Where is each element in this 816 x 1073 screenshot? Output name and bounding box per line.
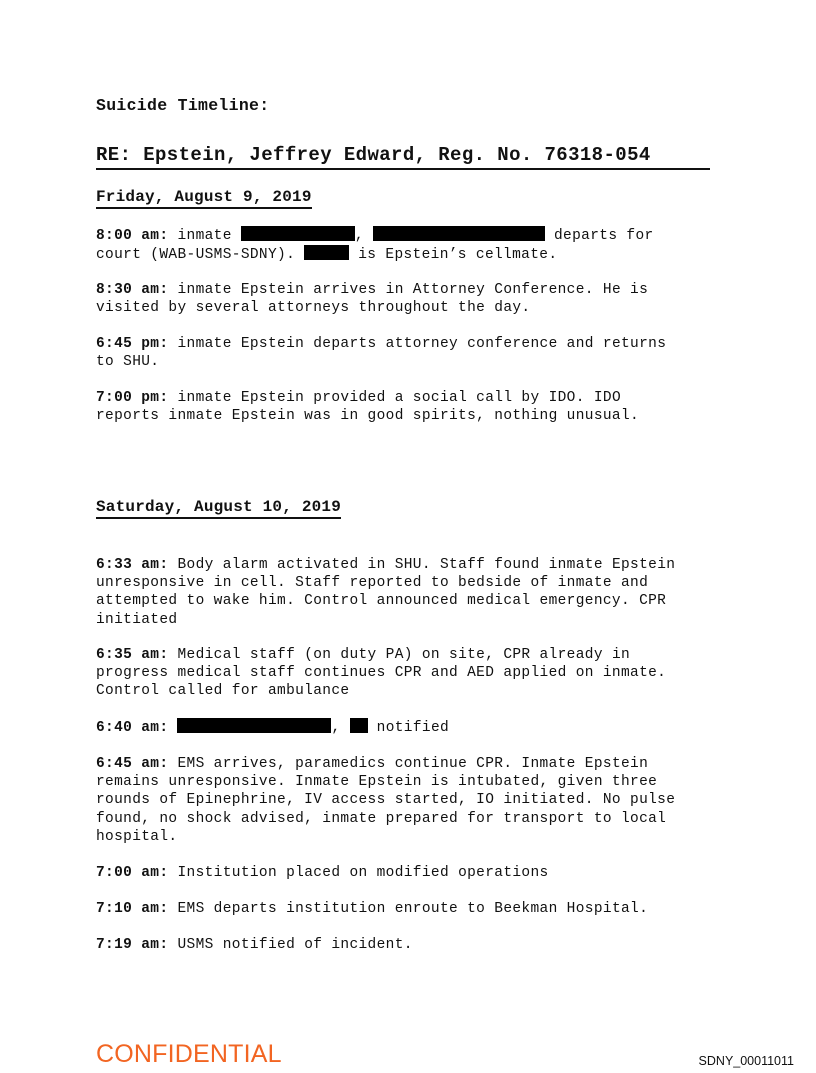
redaction-box: [350, 718, 368, 733]
timeline-entry: 6:45 pm: inmate Epstein departs attorney conference and returns to SHU.: [96, 336, 667, 371]
entry-time: 8:30 am:: [96, 282, 169, 298]
entry-time: 7:10 am:: [96, 901, 169, 917]
timeline-entry: 6:40 am: , notified: [96, 720, 450, 736]
confidential-label: CONFIDENTIAL: [96, 1040, 282, 1068]
timeline-entry: 6:33 am: Body alarm activated in SHU. Staff found inmate Epstein unresponsive in cell. Staff reported to bedside of inmate and attempted to wake him. Control announced medical emergency. CPR initiated: [96, 557, 676, 628]
entry-time: 6:45 pm:: [96, 336, 169, 352]
timeline-entry: 7:00 pm: inmate Epstein provided a social call by IDO. IDO reports inmate Epstein was in good spirits, nothing unusual.: [96, 390, 640, 425]
entry-time: 6:33 am:: [96, 557, 169, 573]
entry-time: 7:00 am:: [96, 865, 169, 881]
entry-time: 7:19 am:: [96, 937, 169, 953]
bates-number: SDNY_00011011: [698, 1054, 794, 1068]
timeline-entry: 6:45 am: EMS arrives, paramedics continue CPR. Inmate Epstein remains unresponsive. Inmate Epstein is intubated, given three rounds of Epinephrine, IV access started, IO initiated. No pulse found, no shock advised, inmate prepared for transport to local hospital.: [96, 756, 676, 845]
timeline-entry: 8:00 am: inmate , departs for court (WAB-USMS-SDNY). is Epstein’s cellmate.: [96, 228, 654, 264]
redaction-box: [373, 226, 545, 241]
saturday-heading: Saturday, August 10, 2019: [96, 498, 341, 519]
friday-heading: Friday, August 9, 2019: [96, 188, 312, 209]
entry-time: 7:00 pm:: [96, 390, 169, 406]
timeline-entry: 7:19 am: USMS notified of incident.: [96, 937, 413, 953]
timeline-entry: 6:35 am: Medical staff (on duty PA) on site, CPR already in progress medical staff continues CPR and AED applied on inmate. Control called for ambulance: [96, 647, 667, 700]
redaction-box: [241, 226, 355, 241]
timeline-entry: 7:00 am: Institution placed on modified operations: [96, 865, 549, 881]
timeline-entry: 8:30 am: inmate Epstein arrives in Attorney Conference. He is visited by several attorneys throughout the day.: [96, 282, 649, 317]
entry-time: 6:45 am:: [96, 756, 169, 772]
redaction-box: [304, 245, 349, 260]
subject-line: RE: Epstein, Jeffrey Edward, Reg. No. 76318-054: [96, 144, 710, 170]
redaction-box: [177, 718, 331, 733]
timeline-entry: 7:10 am: EMS departs institution enroute to Beekman Hospital.: [96, 901, 649, 917]
entry-time: 8:00 am:: [96, 228, 169, 244]
entry-time: 6:40 am:: [96, 720, 169, 736]
entry-time: 6:35 am:: [96, 647, 169, 663]
document-title: Suicide Timeline:: [96, 96, 270, 115]
